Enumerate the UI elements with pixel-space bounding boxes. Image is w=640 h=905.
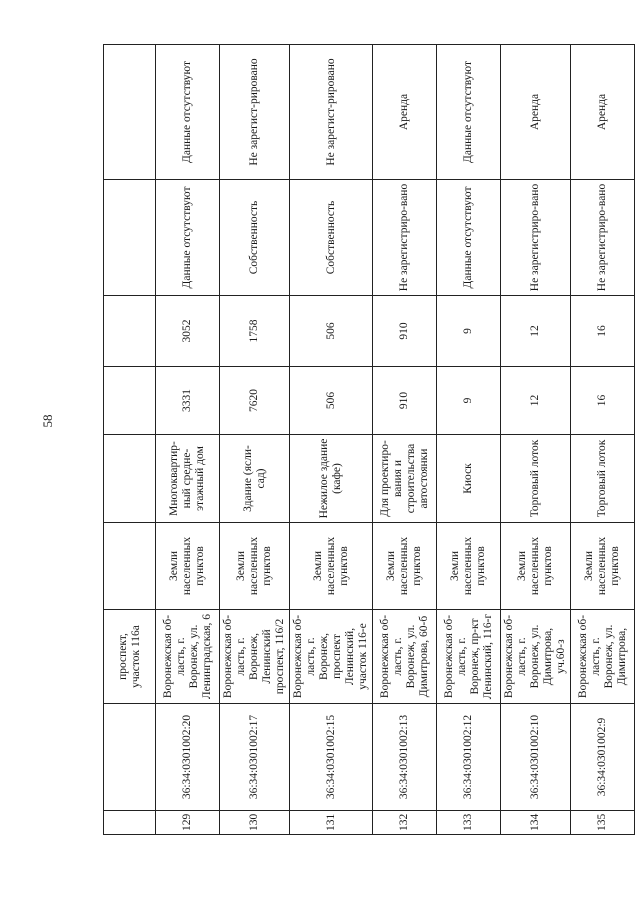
cell-area-part: 9 <box>437 296 501 367</box>
cell-address: Воронежская об-ласть, г. Воронеж, пр-кт Ленинский, 116-г <box>437 610 501 704</box>
cell-use: Киоск <box>437 435 501 523</box>
cell-encumbrance: Аренда <box>571 45 635 180</box>
cell-num: 132 <box>373 811 437 835</box>
cell-area-total: 12 <box>501 367 571 435</box>
cell-cadastral: 36:34:0301002:13 <box>373 704 437 811</box>
table-row <box>220 45 290 835</box>
registry-table-container <box>103 45 628 835</box>
cell-area-total: 7620 <box>220 367 290 435</box>
cell-cadastral <box>104 704 156 811</box>
cell-use: Для проектиро-вания и строительства автостоянки <box>373 435 437 523</box>
cell-right: Данные отсутствуют <box>437 180 501 296</box>
table-row <box>290 45 373 835</box>
cell-cadastral: 36:34:0301002:17 <box>220 704 290 811</box>
cell-use: Нежилое здание (кафе) <box>290 435 373 523</box>
cell-area-part <box>104 296 156 367</box>
cell-use: Торговый лоток <box>501 435 571 523</box>
cell-use <box>104 435 156 523</box>
cell-category <box>104 523 156 610</box>
cell-area-total <box>104 367 156 435</box>
cell-right: Не зарегистриро-вано <box>373 180 437 296</box>
cell-area-total: 16 <box>571 367 635 435</box>
cell-area-total: 3331 <box>156 367 220 435</box>
cell-right: Собственность <box>220 180 290 296</box>
cell-address: Воронежская об-ласть, г. Воронеж, ул. Ленинградская, 6 <box>156 610 220 704</box>
cell-address: проспект, участок 116а <box>104 610 156 704</box>
cell-cadastral: 36:34:0301002:20 <box>156 704 220 811</box>
cell-address: Воронежская об-ласть, г. Воронеж, ул. Димитрова, уч.60-з <box>501 610 571 704</box>
cell-encumbrance: Данные отсутствуют <box>437 45 501 180</box>
cell-category: Земли населенных пунктов <box>220 523 290 610</box>
registry-table-rotated <box>103 45 628 835</box>
cell-category: Земли населенных пунктов <box>156 523 220 610</box>
cell-encumbrance: Не зарегист-рировано <box>290 45 373 180</box>
cell-category: Земли населенных пунктов <box>437 523 501 610</box>
cell-encumbrance: Данные отсутствуют <box>156 45 220 180</box>
cell-num: 131 <box>290 811 373 835</box>
cell-num: 129 <box>156 811 220 835</box>
cell-category: Земли населенных пунктов <box>373 523 437 610</box>
cell-area-total: 9 <box>437 367 501 435</box>
cell-area-part: 910 <box>373 296 437 367</box>
cell-area-total: 506 <box>290 367 373 435</box>
cell-category: Земли населенных пунктов <box>501 523 571 610</box>
cell-cadastral: 36:34:0301002:10 <box>501 704 571 811</box>
cell-right: Данные отсутствуют <box>156 180 220 296</box>
cell-encumbrance <box>104 45 156 180</box>
cell-num <box>104 811 156 835</box>
cell-right <box>104 180 156 296</box>
table-row <box>571 45 635 835</box>
cell-use: Многоквартир-ный средне-этажный дом <box>156 435 220 523</box>
cell-address: Воронежская об-ласть, г. Воронеж, проспект Ленинский, участок 116-е <box>290 610 373 704</box>
table-row-continued <box>104 45 156 835</box>
cell-area-part: 506 <box>290 296 373 367</box>
cell-area-total: 910 <box>373 367 437 435</box>
cell-use: Здание (ясли-сад) <box>220 435 290 523</box>
cell-address: Воронежская об-ласть, г. Воронеж, Ленинский проспект, 116/2 <box>220 610 290 704</box>
cell-right: Не зарегистриро-вано <box>501 180 571 296</box>
cell-area-part: 3052 <box>156 296 220 367</box>
cell-encumbrance: Аренда <box>373 45 437 180</box>
cell-right: Не зарегистриро-вано <box>571 180 635 296</box>
cell-area-part: 1758 <box>220 296 290 367</box>
cell-category: Земли населенных пунктов <box>290 523 373 610</box>
table-row <box>437 45 501 835</box>
table-row <box>501 45 571 835</box>
cell-right: Собственность <box>290 180 373 296</box>
table-row <box>156 45 220 835</box>
cell-encumbrance: Не зарегист-рировано <box>220 45 290 180</box>
cell-num: 130 <box>220 811 290 835</box>
cell-num: 133 <box>437 811 501 835</box>
cell-cadastral: 36:34:0301002:15 <box>290 704 373 811</box>
cell-cadastral: 36:34:0301002:12 <box>437 704 501 811</box>
cell-area-part: 16 <box>571 296 635 367</box>
cell-category: Земли населенных пунктов <box>571 523 635 610</box>
table-row <box>373 45 437 835</box>
cell-cadastral: 36:34:0301002:9 <box>571 704 635 811</box>
cell-num: 134 <box>501 811 571 835</box>
cell-area-part: 12 <box>501 296 571 367</box>
cell-address: Воронежская об-ласть, г. Воронеж, ул. Димитрова, 60-б <box>373 610 437 704</box>
cell-use: Торговый лоток <box>571 435 635 523</box>
cell-address: Воронежская об-ласть, г. Воронеж, ул. Димитрова, <box>571 610 635 704</box>
page-number: 58 <box>40 414 55 428</box>
cell-num: 135 <box>571 811 635 835</box>
land-plots-table <box>103 44 635 835</box>
cell-encumbrance: Аренда <box>501 45 571 180</box>
